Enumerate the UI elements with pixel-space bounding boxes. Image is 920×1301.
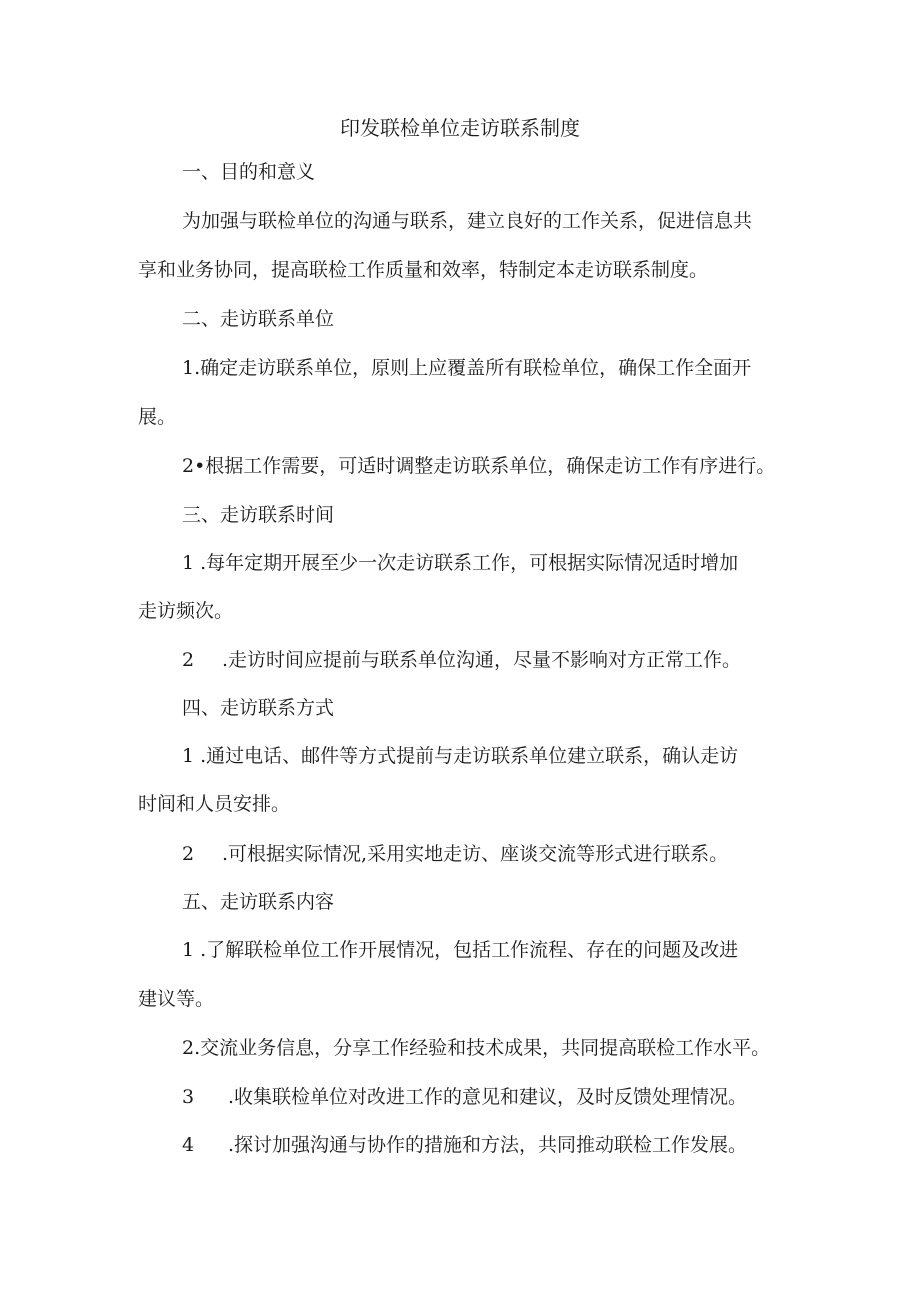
- list-item-line: [182, 1130, 747, 1160]
- list-item-text: .走访时间应提前与联系单位沟通，尽量不影响对方正常工作。: [222, 649, 742, 671]
- section-heading: 三、走访联系时间: [182, 504, 335, 526]
- section-heading: 一、目的和意义: [182, 161, 316, 183]
- paragraph-line: 享和业务协同，提高联检工作质量和效率，特制定本走访联系制度。: [138, 259, 709, 281]
- section-heading: 四、走访联系方式: [182, 697, 335, 719]
- paragraph-line: 为加强与联检单位的沟通与联系，建立良好的工作关系，促进信息共: [182, 210, 753, 232]
- list-item-line: 2•根据工作需要，可适时调整走访联系单位，确保走访工作有序进行。: [182, 455, 776, 477]
- list-item-line: 2.交流业务信息，分享工作经验和技术成果，共同提高联检工作水平。: [182, 1037, 771, 1059]
- list-item-text: .探讨加强沟通与协作的措施和方法，共同推动联检工作发展。: [228, 1134, 748, 1156]
- list-item-line: [182, 839, 728, 869]
- list-item-line: 展。: [138, 406, 177, 428]
- list-item-line: 1.确定走访联系单位，原则上应覆盖所有联检单位，确保工作全面开: [182, 357, 752, 379]
- section-heading: 五、走访联系内容: [182, 891, 335, 913]
- list-item-line: 走访频次。: [138, 600, 234, 622]
- list-item-line: 1 .了解联检单位工作开展情况，包括工作流程、存在的问题及改进: [182, 939, 739, 961]
- list-item-text: .可根据实际情况,采用实地走访、座谈交流等形式进行联系。: [222, 843, 729, 865]
- section-heading: 二、走访联系单位: [182, 308, 335, 330]
- list-item-text: .收集联检单位对改进工作的意见和建议，及时反馈处理情况。: [228, 1086, 748, 1108]
- list-item-line: 时间和人员安排。: [138, 793, 291, 815]
- list-item-number: 2: [182, 843, 195, 865]
- list-item-number: 3: [182, 1086, 195, 1108]
- list-item-line: 建议等。: [138, 988, 215, 1010]
- list-item-line: [182, 645, 741, 675]
- list-item-number: 4: [182, 1134, 195, 1156]
- list-item-line: 1 .通过电话、邮件等方式提前与走访联系单位建立联系，确认走访: [182, 745, 739, 767]
- list-item-line: 1 .每年定期开展至少一次走访联系工作，可根据实际情况适时增加: [182, 552, 739, 574]
- list-item-number: 2: [182, 649, 195, 671]
- document-title: 印发联检单位走访联系制度: [340, 116, 580, 140]
- list-item-line: [182, 1082, 747, 1112]
